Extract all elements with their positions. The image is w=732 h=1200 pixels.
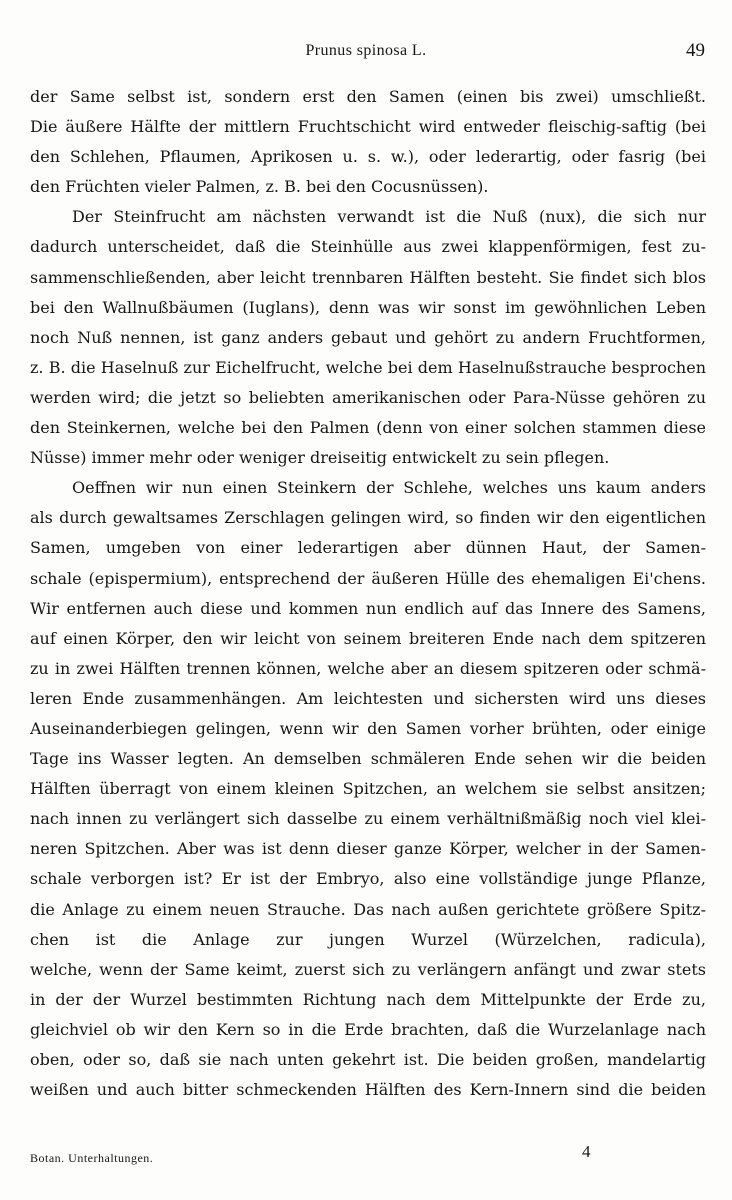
text-line: schale verborgen ist? Er ist der Embryo, also eine vollständige junge Pflanze, <box>30 869 706 889</box>
text-line: Die äußere Hälfte der mittlern Fruchtschicht wird entweder fleischig-saftig (bei <box>30 117 706 137</box>
text-line: werden wird; die jetzt so beliebten amerikanischen oder Para-Nüsse gehören zu <box>30 387 706 407</box>
text-line: leren Ende zusammenhängen. Am leichtesten und sichersten wird uns dieses <box>30 688 706 708</box>
text-line: weißen und auch bitter schmeckenden Hälften des Kern-Innern sind die beiden <box>30 1080 706 1100</box>
running-header-title: Prunus spinosa L. <box>305 42 427 59</box>
text-line: noch Nuß nennen, ist ganz anders gebaut und gehört zu andern Fruchtformen, <box>30 327 706 347</box>
text-line: der Same selbst ist, sondern erst den Samen (einen bis zwei) umschließt. <box>30 87 706 106</box>
text-line: sammenschließenden, aber leicht trennbaren Hälften besteht. Sie findet sich blos <box>30 267 706 287</box>
text-line: Der Steinfrucht am nächsten verwandt ist die Nuß (nux), die sich nur <box>72 207 706 227</box>
text-line: den Schlehen, Pflaumen, Aprikosen u. s. w.), oder lederartig, oder fasrig (bei <box>30 147 706 167</box>
text-line: nach innen zu verlängert sich dasselbe zu einem verhältnißmäßig noch viel klei- <box>30 809 706 829</box>
page-number: 49 <box>686 40 705 61</box>
text-line: die Anlage zu einem neuen Strauche. Das nach außen gerichtete größere Spitz- <box>30 899 706 919</box>
text-line: dadurch unterscheidet, daß die Steinhülle aus zwei klappenförmigen, fest zu- <box>30 237 706 257</box>
text-line: Auseinanderbiegen gelingen, wenn wir den Samen vorher brühten, oder einige <box>30 718 706 738</box>
text-line: bei den Wallnußbäumen (Iuglans), denn was wir sonst im gewöhnlichen Leben <box>30 297 706 317</box>
text-line: welche, wenn der Same keimt, zuerst sich zu verlängern anfängt und zwar stets <box>30 959 706 979</box>
body-text <box>30 82 706 1105</box>
text-line: neren Spitzchen. Aber was ist denn dieser ganze Körper, welcher in der Samen- <box>30 839 706 859</box>
text-line: chen ist die Anlage zur jungen Wurzel (Würzelchen, radicula), <box>30 929 706 949</box>
sheet-number: 4 <box>582 1142 591 1161</box>
text-line: auf einen Körper, den wir leicht von seinem breiteren Ende nach dem spitzeren <box>30 628 706 648</box>
text-line: den Früchten vieler Palmen, z. B. bei den Cocusnüssen). <box>30 177 489 197</box>
text-line: in der der Wurzel bestimmten Richtung nach dem Mittelpunkte der Erde zu, <box>30 989 706 1009</box>
text-line: z. B. die Haselnuß zur Eichelfrucht, welche bei dem Haselnußstrauche besprochen <box>30 357 706 377</box>
text-line: Tage ins Wasser legten. An demselben schmäleren Ende sehen wir die beiden <box>30 749 706 769</box>
text-line: Wir entfernen auch diese und kommen nun endlich auf das Innere des Samens, <box>30 598 706 618</box>
text-line: Samen, umgeben von einer lederartigen aber dünnen Haut, der Samen- <box>30 538 706 558</box>
text-line: Oeffnen wir nun einen Steinkern der Schlehe, welches uns kaum anders <box>72 478 706 498</box>
footer-signature: Botan. Unterhaltungen. <box>30 1151 154 1165</box>
text-line: schale (epispermium), entsprechend der äußeren Hülle des ehemaligen Ei'chens. <box>30 568 706 588</box>
text-line: zu in zwei Hälften trennen können, welche aber an diesem spitzeren oder schmä- <box>30 658 706 678</box>
text-line: oben, oder so, daß sie nach unten gekehrt ist. Die beiden großen, mandelartig <box>30 1050 706 1069</box>
text-line: Nüsse) immer mehr oder weniger dreiseitig entwickelt zu sein pflegen. <box>30 448 610 468</box>
text-line: Hälften überragt von einem kleinen Spitzchen, an welchem sie selbst ansitzen; <box>30 779 706 799</box>
text-line: als durch gewaltsames Zerschlagen gelingen wird, so finden wir den eigentlichen <box>30 508 706 528</box>
text-line: den Steinkernen, welche bei den Palmen (denn von einer solchen stammen diese <box>30 418 706 438</box>
text-line: gleichviel ob wir den Kern so in die Erde brachten, daß die Wurzelanlage nach <box>30 1019 706 1039</box>
